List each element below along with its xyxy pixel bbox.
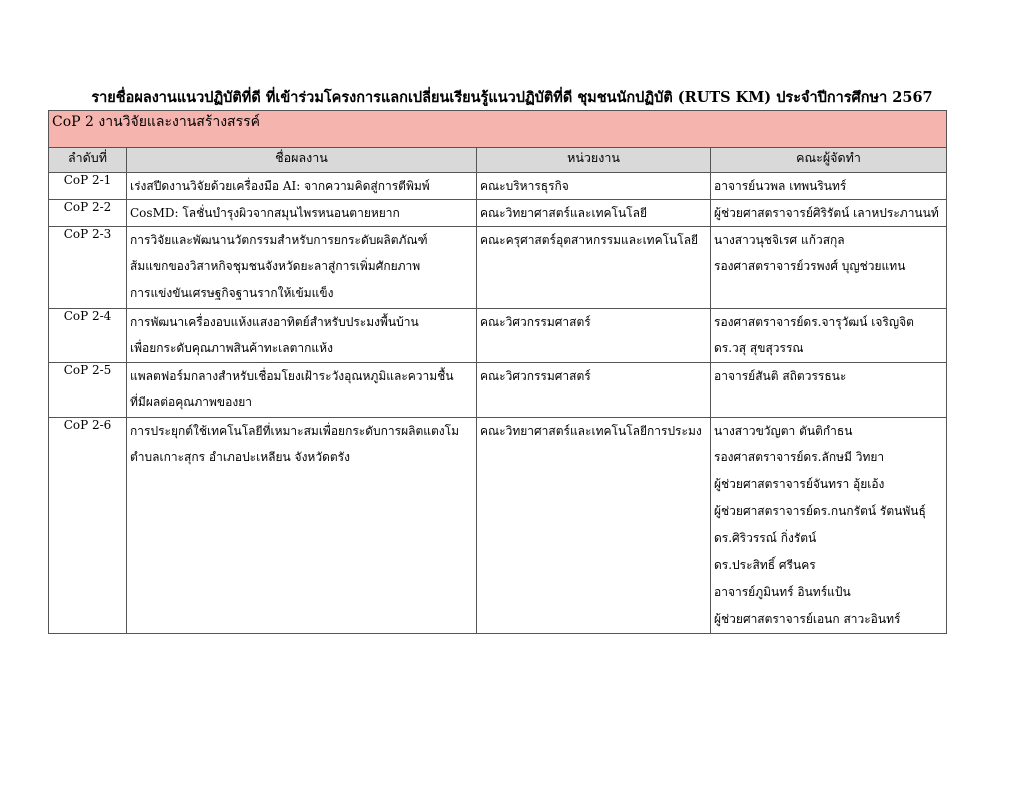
row-code: CoP 2-2 bbox=[49, 200, 127, 227]
unit-name: คณะวิศวกรรมศาสตร์ bbox=[480, 369, 591, 383]
work-title-cell bbox=[127, 418, 477, 634]
author-line: ดร.ศิริวรรณ์ กิ่งรัตน์ bbox=[714, 531, 817, 545]
table-row bbox=[49, 227, 947, 309]
author-cell bbox=[711, 173, 947, 200]
author-line: ดร.วสุ สุขสุวรรณ bbox=[714, 341, 804, 355]
unit-name: คณะบริหารธุรกิจ bbox=[480, 179, 569, 193]
work-title-cell bbox=[127, 309, 477, 363]
work-title-line: เร่งสปีดงานวิจัยด้วยเครื่องมือ AI: จากความคิดสู่การตีพิมพ์ bbox=[130, 179, 430, 193]
unit-cell bbox=[477, 418, 711, 634]
author-line: ผู้ช่วยศาสตราจารย์ดร.กนกรัตน์ รัตนพันธุ์ bbox=[714, 504, 926, 518]
author-line: อาจารย์ภูมินทร์ อินทร์แป้น bbox=[714, 585, 851, 599]
unit-name: คณะวิศวกรรมศาสตร์ bbox=[480, 315, 591, 329]
table-row bbox=[49, 418, 947, 634]
column-header-authors: คณะผู้จัดทำ bbox=[711, 148, 947, 173]
table-row bbox=[49, 363, 947, 418]
table-row bbox=[49, 173, 947, 200]
table-row bbox=[49, 200, 947, 227]
unit-name: คณะครุศาสตร์อุตสาหกรรมและเทคโนโลยี bbox=[480, 233, 699, 247]
row-code: CoP 2-5 bbox=[49, 363, 127, 418]
author-line: อาจารย์นวพล เทพนรินทร์ bbox=[714, 179, 847, 193]
row-code: CoP 2-6 bbox=[49, 418, 127, 634]
author-line: รองศาสตราจารย์ดร.จารุวัฒน์ เจริญจิต bbox=[714, 315, 914, 329]
row-code: CoP 2-4 bbox=[49, 309, 127, 363]
work-title-line: ส้มแขกของวิสาหกิจชุมชนจังหวัดยะลาสู่การเพิ่มศักยภาพ bbox=[130, 259, 421, 273]
author-line: ผู้ช่วยศาสตราจารย์จันทรา อุ้ยเอ้ง bbox=[714, 477, 885, 491]
author-line: อาจารย์สันติ สถิตวรรธนะ bbox=[714, 369, 847, 383]
column-header-row bbox=[49, 148, 947, 173]
work-title-line: การประยุกต์ใช้เทคโนโลยีที่เหมาะสมเพื่อยกระดับการผลิตแตงโม bbox=[130, 424, 460, 438]
work-title-line: การพัฒนาเครื่องอบแห้งแสงอาทิตย์สำหรับประมงพื้นบ้าน bbox=[130, 315, 419, 329]
author-line: นางสาวขวัญตา ตันติกำธน bbox=[714, 424, 853, 438]
author-line: รองศาสตราจารย์ดร.ลักษมี วิทยา bbox=[714, 450, 885, 464]
work-title-line: เพื่อยกระดับคุณภาพสินค้าทะเลตากแห้ง bbox=[130, 341, 333, 355]
author-cell bbox=[711, 363, 947, 418]
work-title-line: ที่มีผลต่อคุณภาพของยา bbox=[130, 395, 252, 409]
work-title-line: การแข่งขันเศรษฐกิจฐานรากให้เข้มแข็ง bbox=[130, 286, 334, 300]
column-header-title: ชื่อผลงาน bbox=[127, 148, 477, 173]
column-header-unit: หน่วยงาน bbox=[477, 148, 711, 173]
good-practice-table bbox=[48, 110, 947, 634]
unit-name: คณะวิทยาศาสตร์และเทคโนโลยี bbox=[480, 206, 647, 220]
author-line: นางสาวนุชจิเรศ แก้วสกุล bbox=[714, 233, 845, 247]
work-title-line: แพลตฟอร์มกลางสำหรับเชื่อมโยงเฝ้าระวังอุณหภูมิและความชื้น bbox=[130, 369, 454, 383]
work-title-cell bbox=[127, 200, 477, 227]
author-cell bbox=[711, 200, 947, 227]
column-header-order: ลำดับที่ bbox=[49, 148, 127, 173]
work-title-cell bbox=[127, 227, 477, 309]
author-line: ดร.ประสิทธิ์ ศรีนคร bbox=[714, 558, 816, 572]
work-title-line: การวิจัยและพัฒนานวัตกรรมสำหรับการยกระดับผลิตภัณฑ์ bbox=[130, 233, 428, 247]
unit-cell bbox=[477, 227, 711, 309]
work-title-line: ตำบลเกาะสุกร อำเภอปะเหลียน จังหวัดตรัง bbox=[130, 450, 350, 464]
section-title: CoP 2 งานวิจัยและงานสร้างสรรค์ bbox=[49, 111, 947, 148]
work-title-cell bbox=[127, 363, 477, 418]
author-line: ผู้ช่วยศาสตราจารย์ศิริรัตน์ เลาหประภานนท์ bbox=[714, 206, 939, 220]
author-line: ผู้ช่วยศาสตราจารย์เอนก สาวะอินทร์ bbox=[714, 612, 901, 626]
unit-cell bbox=[477, 173, 711, 200]
author-line: รองศาสตราจารย์วรพงศ์ บุญช่วยแทน bbox=[714, 259, 906, 273]
document-title: รายชื่อผลงานแนวปฏิบัติที่ดี ที่เข้าร่วมโครงการแลกเปลี่ยนเรียนรู้แนวปฏิบัติที่ดี ชุมชนนักปฏิบัติ (RUTS KM) ประจำปีการศึกษา 2567 bbox=[91, 89, 933, 106]
row-code: CoP 2-1 bbox=[49, 173, 127, 200]
unit-cell bbox=[477, 363, 711, 418]
unit-cell bbox=[477, 309, 711, 363]
table-body bbox=[49, 173, 947, 634]
row-code: CoP 2-3 bbox=[49, 227, 127, 309]
work-title-line: CosMD: โลชั่นบำรุงผิวจากสมุนไพรหนอนตายหยาก bbox=[130, 206, 400, 220]
table-row bbox=[49, 309, 947, 363]
unit-cell bbox=[477, 200, 711, 227]
author-cell bbox=[711, 227, 947, 309]
unit-name: คณะวิทยาศาสตร์และเทคโนโลยีการประมง bbox=[480, 424, 702, 438]
author-cell bbox=[711, 309, 947, 363]
author-cell bbox=[711, 418, 947, 634]
section-header-row bbox=[49, 111, 947, 148]
work-title-cell bbox=[127, 173, 477, 200]
